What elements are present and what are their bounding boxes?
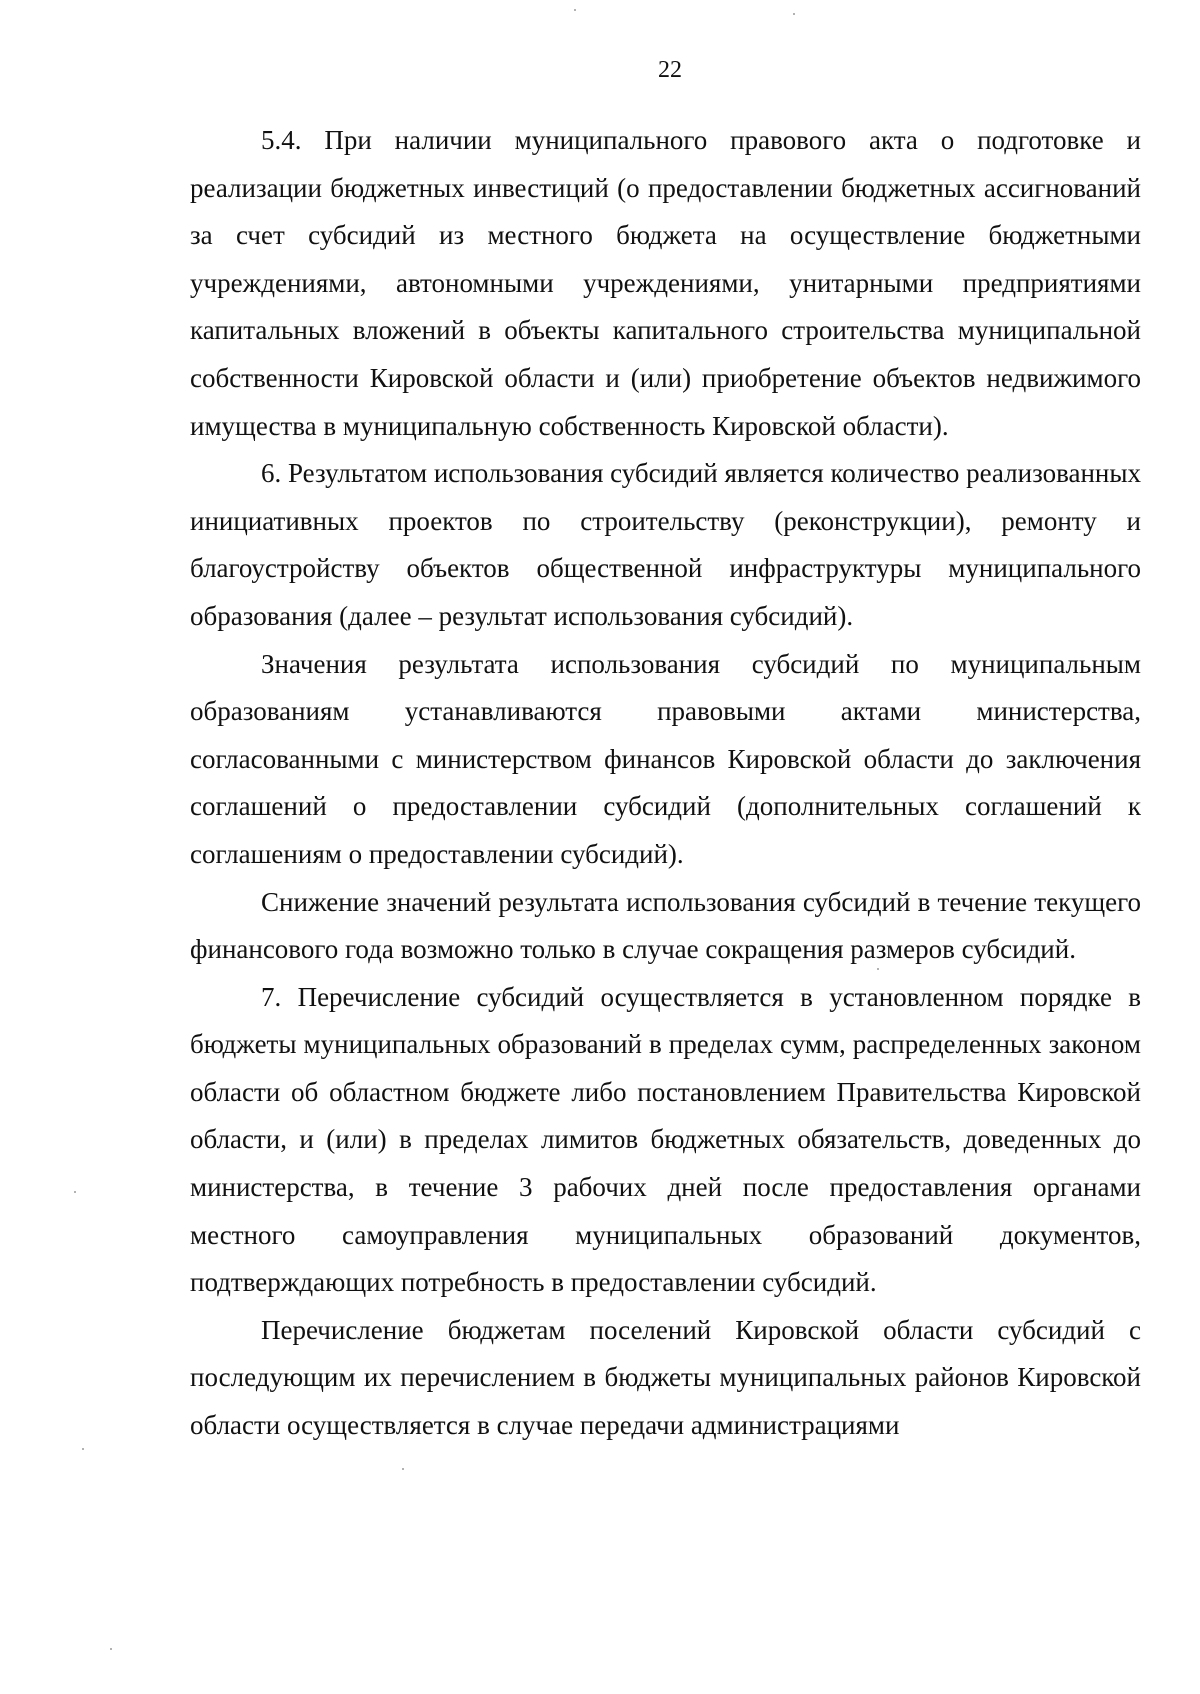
scan-speck bbox=[402, 1468, 404, 1470]
scan-speck bbox=[793, 13, 795, 15]
scan-speck bbox=[877, 968, 879, 970]
scan-speck bbox=[82, 1448, 84, 1450]
scan-speck bbox=[74, 1191, 76, 1193]
document-body bbox=[190, 117, 1141, 1450]
paragraph-result-reduction: Снижение значений результата использования субсидий в течение текущего финансового года возможно только в случае сокращения размеров субсидий. bbox=[190, 886, 1141, 965]
paragraph-6: 6. Результатом использования субсидий является количество реализованных инициативных проектов по строительству (реконструкции), ремонту и благоустройству объектов общественной инфраструктуры муниципального образования (далее – результат использования субсидий). bbox=[190, 458, 1141, 631]
paragraph-result-values: Значения результата использования субсидий по муниципальным образованиям устанавливаются правовыми актами министерства, согласованными с министерством финансов Кировской области до заключения соглашений о предоставлении субсидий (дополнительных соглашений к соглашениям о предоставлении субсидий). bbox=[190, 648, 1141, 869]
paragraph-7: 7. Перечисление субсидий осуществляется в установленном порядке в бюджеты муниципальных образований в пределах сумм, распределенных законом области об областном бюджете либо постановлением Правительства Кировской области, и (или) в пределах лимитов бюджетных обязательств, доведенных до министерства, в течение 3 рабочих дней после предоставления органами местного самоуправления муниципальных образований документов, подтверждающих потребность в предоставлении субсидий. bbox=[190, 981, 1141, 1298]
paragraph-settlements-transfer: Перечисление бюджетам поселений Кировской области субсидий с последующим их перечислением в бюджеты муниципальных районов Кировской области осуществляется в случае передачи администрациями bbox=[190, 1314, 1141, 1441]
paragraph-5-4: 5.4. При наличии муниципального правового акта о подготовке и реализации бюджетных инвестиций (о предоставлении бюджетных ассигнований за счет субсидий из местного бюджета на осуществление бюджетными учреждениями, автономными учреждениями, унитарными предприятиями капитальных вложений в объекты капитального строительства муниципальной собственности Кировской области и (или) приобретение объектов недвижимого имущества в муниципальную собственность Кировской области). bbox=[190, 125, 1141, 441]
scan-speck bbox=[574, 9, 576, 11]
page-number: 22 bbox=[658, 57, 682, 83]
scan-speck bbox=[110, 1648, 112, 1650]
